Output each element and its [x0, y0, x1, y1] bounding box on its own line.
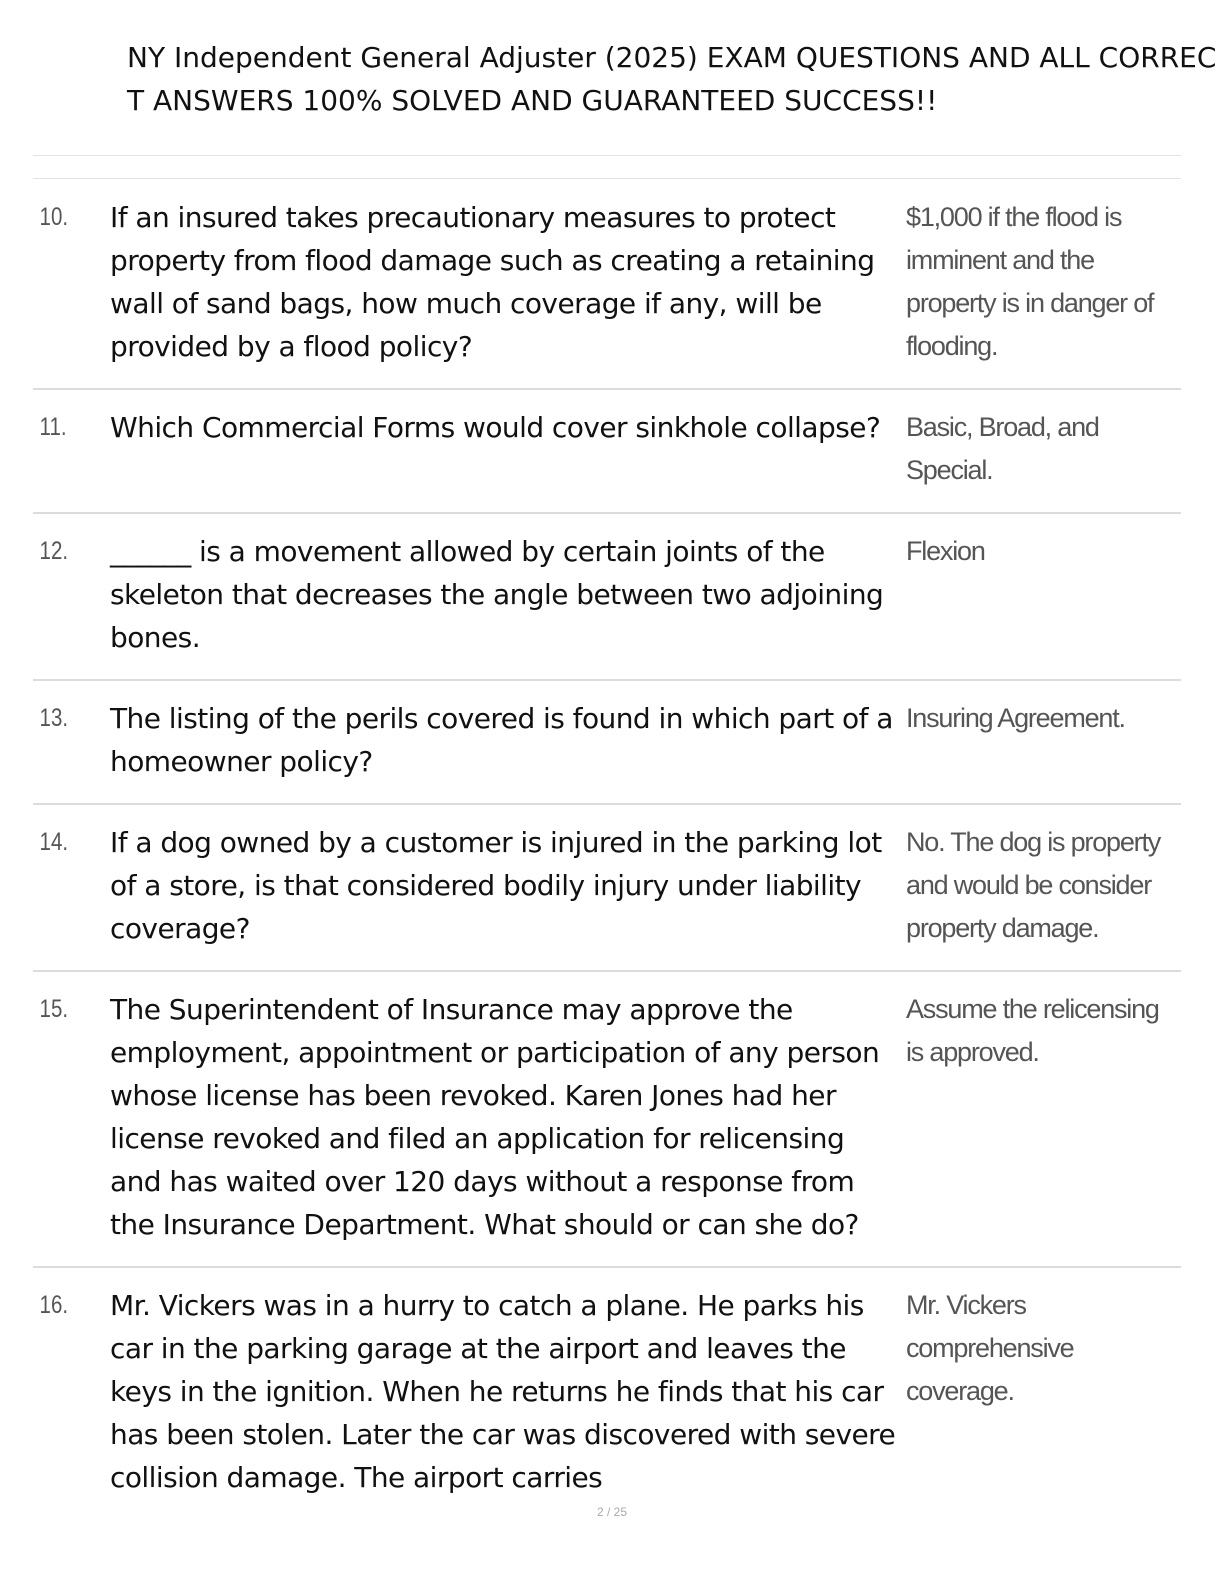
answer-text: $1,000 if the flood is imminent and the property is in danger of flooding.: [906, 202, 1154, 361]
question-text: If an insured takes precautionary measures to protect property from flood damage such as creating a retaining wall of sand bags, how much coverage if any, will be provided by a flood policy?: [110, 201, 875, 363]
page-title: NY Independent General Adjuster (2025) EXAM QUESTIONS AND ALL CORRECT ANSWERS 100% SOLVED AND GUARANTEED SUCCESS!!: [127, 41, 1217, 117]
qa-item: [33, 390, 1181, 514]
qa-item: [33, 1268, 1181, 1519]
question-text: The Superintendent of Insurance may approve the employment, appointment or participation of any person whose license has been revoked. Karen Jones had her license revoked and filed an application for relicensing and has waited over 120 days without a response from the Insurance Department. What should or can she do?: [110, 993, 880, 1241]
header-divider: [33, 155, 1181, 156]
qa-item: [33, 972, 1181, 1268]
question-text: The listing of the perils covered is found in which part of a homeowner policy?: [110, 702, 893, 778]
question-text: ______ is a movement allowed by certain joints of the skeleton that decreases the angle between two adjoining bones.: [110, 535, 884, 654]
question-number: 12.: [39, 537, 69, 565]
page-number: 2 / 25: [596, 1505, 628, 1519]
question-number: 15.: [39, 995, 69, 1023]
header-divider: [33, 178, 1181, 179]
qa-item: [33, 514, 1181, 681]
answer-text: Assume the relicensing is approved.: [906, 994, 1159, 1067]
answer-text: Basic, Broad, and Special.: [906, 412, 1099, 485]
question-number: 16.: [39, 1291, 69, 1319]
question-number: 11.: [39, 413, 67, 441]
qa-list: [33, 180, 1181, 1519]
answer-text: Insuring Agreement.: [906, 703, 1125, 733]
question-text: Which Commercial Forms would cover sinkhole collapse?: [110, 411, 881, 444]
answer-text: No. The dog is property and would be consider property damage.: [906, 827, 1161, 943]
question-text: If a dog owned by a customer is injured in the parking lot of a store, is that considered bodily injury under liability coverage?: [110, 826, 882, 945]
question-text: Mr. Vickers was in a hurry to catch a plane. He parks his car in the parking garage at the airport and leaves the keys in the ignition. When he returns he finds that his car has been stolen. Later the car was discovered with severe collision damage. The airport carries: [110, 1289, 896, 1494]
answer-text: Flexion: [906, 536, 985, 566]
qa-item: [33, 180, 1181, 390]
question-number: 13.: [39, 704, 69, 732]
question-number: 14.: [39, 828, 69, 856]
answer-text: Mr. Vickers comprehensive coverage.: [906, 1290, 1074, 1406]
question-number: 10.: [39, 203, 69, 231]
qa-item: [33, 681, 1181, 805]
qa-item: [33, 805, 1181, 972]
